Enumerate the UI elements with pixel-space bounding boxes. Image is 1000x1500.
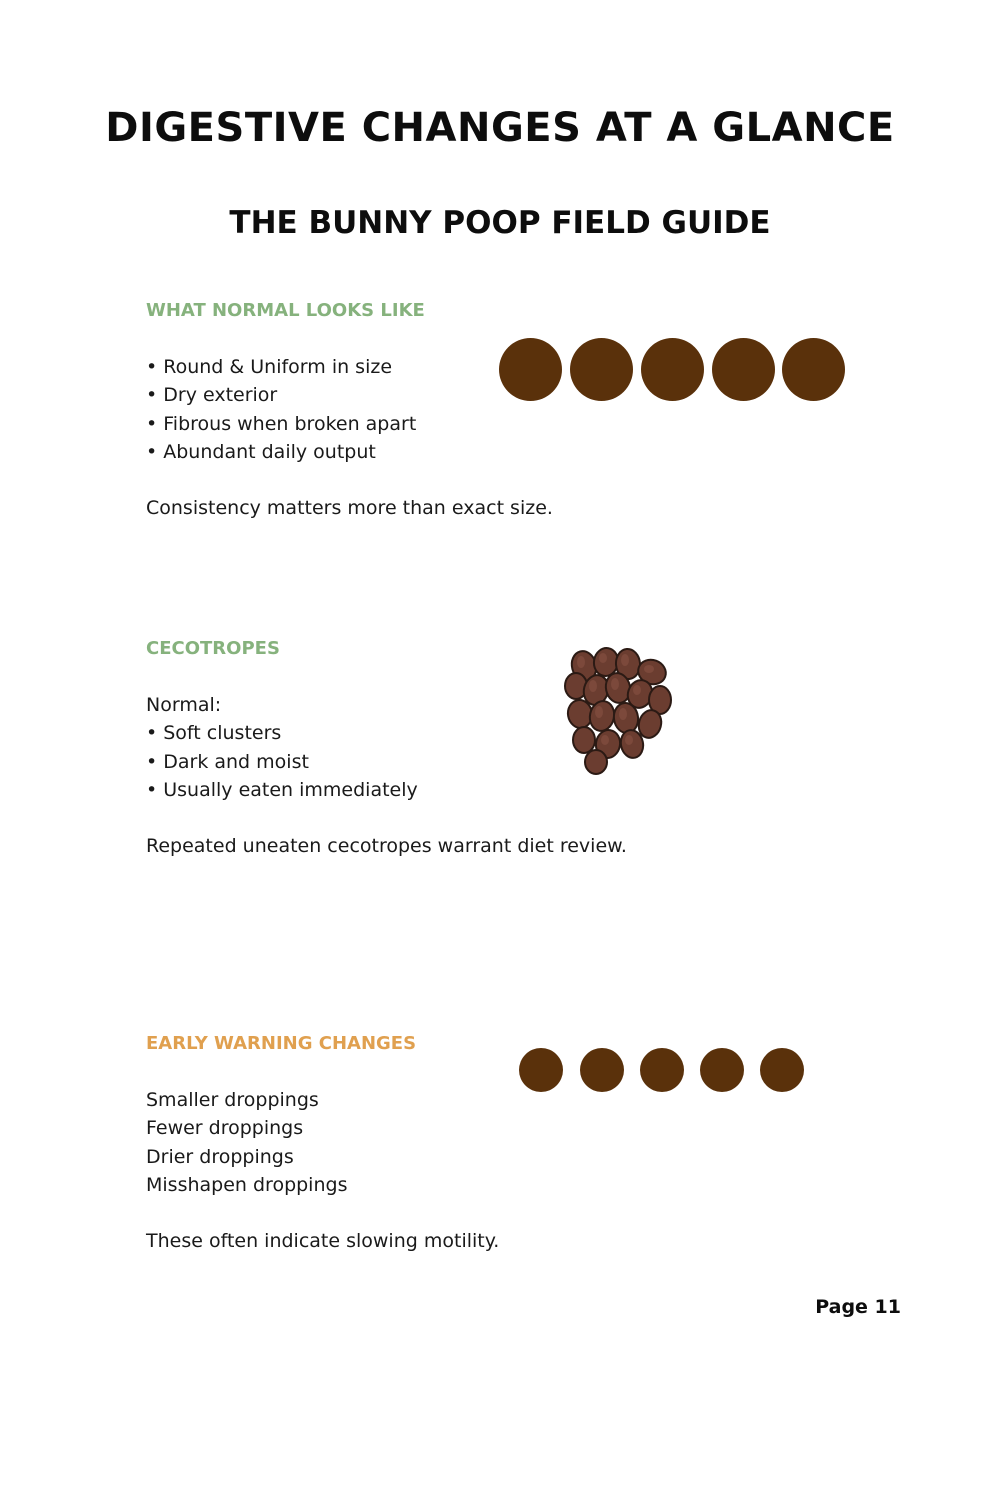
warning-note: These often indicate slowing motility. [146, 1230, 500, 1252]
list-item: • Dry exterior [146, 384, 278, 407]
dropping-dot [700, 1048, 744, 1092]
dropping-dot [580, 1048, 624, 1092]
normal-characteristics-list [146, 353, 416, 466]
list-intro: Normal: [146, 694, 222, 716]
page-number: Page 11 [815, 1296, 901, 1318]
list-item: • Usually eaten immediately [146, 778, 418, 801]
list-item: • Soft clusters [146, 722, 282, 745]
dropping-dot [519, 1048, 563, 1092]
dropping-dot [760, 1048, 804, 1092]
list-item: • Round & Uniform in size [146, 356, 393, 378]
dropping-dot [782, 338, 845, 401]
dropping-dot [641, 338, 704, 401]
section-heading-normal: WHAT NORMAL LOOKS LIKE [146, 300, 425, 321]
section-heading-warning: EARLY WARNING CHANGES [146, 1033, 417, 1054]
list-item: Smaller droppings [146, 1089, 319, 1111]
dropping-dot [712, 338, 775, 401]
list-item: • Fibrous when broken apart [146, 412, 417, 435]
page-title: DIGESTIVE CHANGES AT A GLANCE [105, 105, 895, 151]
cecotropes-note: Repeated uneaten cecotropes warrant diet review. [146, 835, 627, 857]
cecotropes-list [146, 691, 418, 804]
list-item: Misshapen droppings [146, 1173, 348, 1196]
warning-signs-list [146, 1086, 347, 1199]
dropping-dot [570, 338, 633, 401]
list-item: Fewer droppings [146, 1117, 304, 1140]
list-item: Drier droppings [146, 1145, 294, 1168]
section-heading-cecotropes: CECOTROPES [146, 638, 280, 659]
list-item: • Abundant daily output [146, 440, 376, 463]
list-item: • Dark and moist [146, 750, 309, 773]
cecotrope-cluster-icon [556, 644, 680, 776]
dropping-dot [499, 338, 562, 401]
page-subtitle: THE BUNNY POOP FIELD GUIDE [229, 205, 771, 241]
normal-note: Consistency matters more than exact size. [146, 497, 553, 519]
dropping-dot [640, 1048, 684, 1092]
